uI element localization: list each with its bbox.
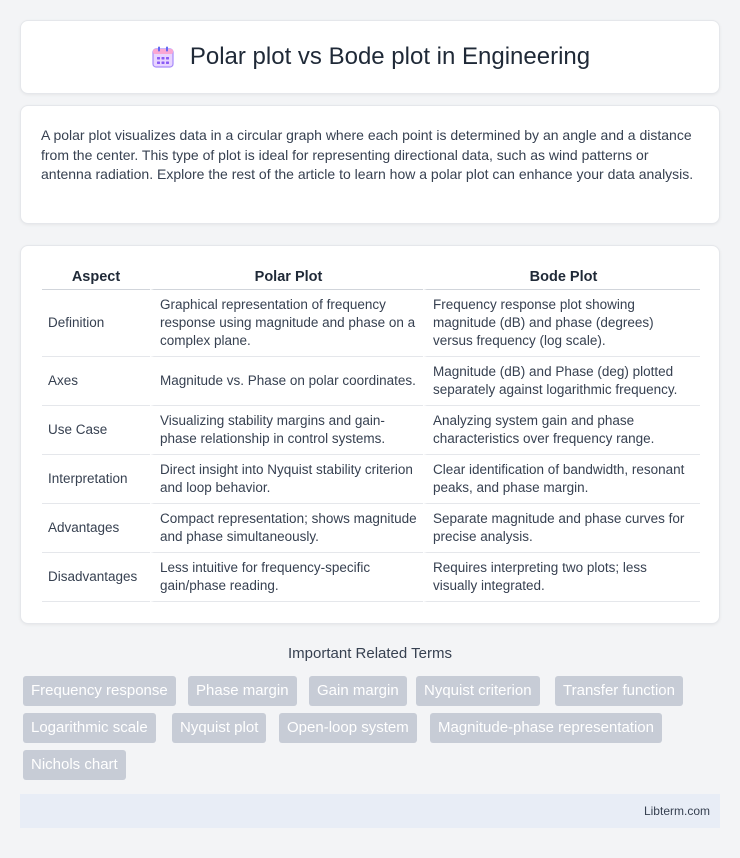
table-cell-polar: Visualizing stability margins and gain-phase relationship in control systems. <box>150 406 423 455</box>
table-cell-bode: Magnitude (dB) and Phase (deg) plotted separately against logarithmic frequency. <box>423 357 700 406</box>
term-tag[interactable]: Transfer function <box>555 676 683 706</box>
footer-link[interactable]: Libterm.com <box>643 804 710 818</box>
term-tag[interactable]: Nichols chart <box>23 750 126 780</box>
header-card <box>20 20 720 94</box>
table-row <box>42 455 700 504</box>
table-row <box>42 553 700 602</box>
table-row <box>42 290 700 357</box>
term-tag[interactable]: Frequency response <box>23 676 176 706</box>
term-tag[interactable]: Nyquist plot <box>172 713 266 743</box>
calendar-icon <box>150 44 176 70</box>
table-cell-bode: Clear identification of bandwidth, resonant peaks, and phase margin. <box>423 455 700 504</box>
term-tag[interactable]: Gain margin <box>309 676 407 706</box>
table-cell-polar: Direct insight into Nyquist stability criterion and loop behavior. <box>150 455 423 504</box>
intro-text: A polar plot visualizes data in a circular graph where each point is determined by an angle and a distance from the center. This type of plot is ideal for representing directional data, such as wind patterns or antenna radiation. Explore the rest of the article to learn how a polar plot can enhance your data analysis. <box>41 127 694 182</box>
footer <box>20 794 720 828</box>
table-cell-bode: Analyzing system gain and phase characteristics over frequency range. <box>423 406 700 455</box>
table-cell-aspect: Definition <box>42 290 150 357</box>
term-tag[interactable]: Nyquist criterion <box>416 676 540 706</box>
table-cell-aspect: Interpretation <box>42 455 150 504</box>
table-cell-aspect: Axes <box>42 357 150 406</box>
table-row <box>42 504 700 553</box>
table-cell-polar: Less intuitive for frequency-specific gain/phase reading. <box>150 553 423 602</box>
table-header-polar: Polar Plot <box>150 264 423 290</box>
table-header-aspect: Aspect <box>42 264 150 290</box>
table-cell-polar: Graphical representation of frequency response using magnitude and phase on a complex plane. <box>150 290 423 357</box>
table-cell-bode: Frequency response plot showing magnitude (dB) and phase (degrees) versus frequency (log scale). <box>423 290 700 357</box>
table-cell-polar: Compact representation; shows magnitude and phase simultaneously. <box>150 504 423 553</box>
table-cell-bode: Requires interpreting two plots; less visually integrated. <box>423 553 700 602</box>
table-header-bode: Bode Plot <box>423 264 700 290</box>
table-row <box>42 357 700 406</box>
table-row <box>42 406 700 455</box>
intro-card <box>20 105 720 224</box>
term-tag[interactable]: Logarithmic scale <box>23 713 156 743</box>
table-cell-aspect: Disadvantages <box>42 553 150 602</box>
related-terms-title: Important Related Terms <box>288 645 452 662</box>
table-cell-aspect: Use Case <box>42 406 150 455</box>
comparison-table-card <box>20 245 720 624</box>
page-title: Polar plot vs Bode plot in Engineering <box>189 43 591 70</box>
table-cell-bode: Separate magnitude and phase curves for precise analysis. <box>423 504 700 553</box>
term-tag[interactable]: Phase margin <box>188 676 297 706</box>
term-tag[interactable]: Open-loop system <box>279 713 417 743</box>
comparison-table <box>42 264 700 602</box>
term-tag[interactable]: Magnitude-phase representation <box>430 713 662 743</box>
table-cell-aspect: Advantages <box>42 504 150 553</box>
table-cell-polar: Magnitude vs. Phase on polar coordinates. <box>150 357 423 406</box>
